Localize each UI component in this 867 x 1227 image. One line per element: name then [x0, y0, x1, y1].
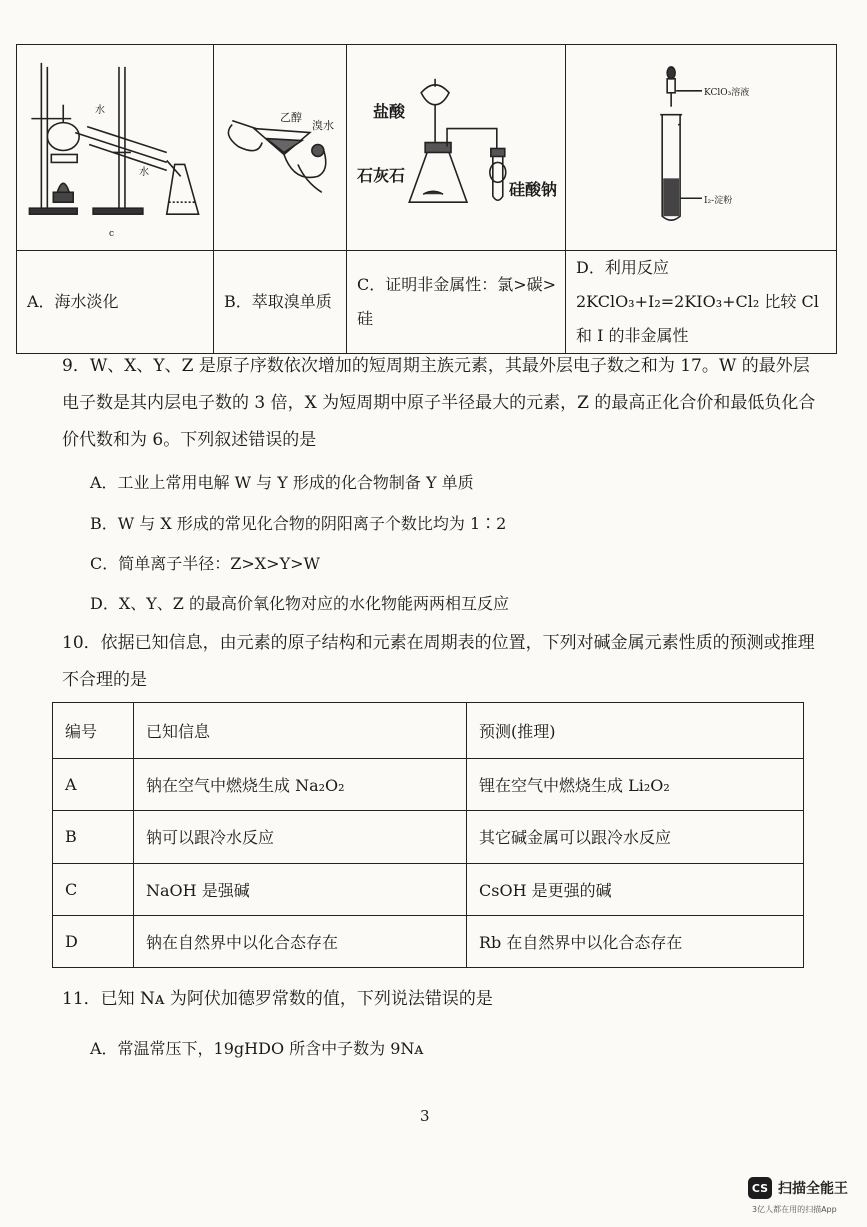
ethanol-label: 乙醇 — [280, 111, 302, 124]
row-a-known: 钠在空气中燃烧生成 Na₂O₂ — [134, 759, 467, 811]
row-a-prediction: 锂在空气中燃烧生成 Li₂O₂ — [467, 759, 804, 811]
apparatus-table — [16, 44, 837, 354]
watermark-name: 扫描全能王 — [778, 1181, 848, 1197]
header-prediction: 预测(推理) — [467, 703, 804, 759]
q9-option-b: B．W 与 X 形成的常见化合物的阴阳离子个数比均为 1∶2 — [90, 514, 507, 533]
apparatus-d-cell — [566, 45, 837, 251]
apparatus-c-cell — [347, 45, 566, 251]
dropper-diagram — [566, 45, 836, 250]
water-in-label: 水 — [95, 105, 105, 116]
watermark-subtitle: 3亿人都在用的扫描App — [752, 1205, 837, 1214]
bromine-water-label: 溴水 — [312, 119, 334, 132]
q10-table — [52, 702, 804, 968]
row-b-known: 钠可以跟冷水反应 — [134, 811, 467, 863]
table-header-row — [53, 703, 804, 759]
q9-stem: 9．W、X、Y、Z 是原子序数依次增加的短周期主族元素，其最外层电子数之和为 17。W 的最外层电子数是其内层电子数的 3 倍，X 为短周期中原子半径最大的元素，Z 的最高正化合价和最低负化合价代数和为 6。下列叙述错误的是 — [62, 356, 816, 450]
caption-a-cell — [17, 251, 214, 354]
row-c-prediction: CsOH 是更强的碱 — [467, 863, 804, 915]
row-c-known: NaOH 是强碱 — [134, 863, 467, 915]
caption-c-cell — [347, 251, 566, 354]
i2-starch-label: I₂-淀粉 — [704, 196, 733, 206]
table-row — [53, 915, 804, 967]
caption-a: A．海水淡化 — [27, 292, 119, 311]
row-d-prediction: Rb 在自然界中以化合态存在 — [467, 915, 804, 967]
q11-option-a: A．常温常压下，19gHDO 所含中子数为 9Nᴀ — [90, 1039, 424, 1058]
apparatus-b-cell — [214, 45, 347, 251]
row-d-known: 钠在自然界中以化合态存在 — [134, 915, 467, 967]
mark-c: c — [109, 229, 115, 239]
caption-b-cell — [214, 251, 347, 354]
water-out-label: 水 — [139, 167, 149, 178]
q9-option-c: C．简单离子半径：Z>X>Y>W — [90, 554, 320, 573]
distillation-diagram — [17, 45, 213, 250]
caption-d: D．利用反应 2KClO₃+I₂=2KIO₃+Cl₂ 比较 Cl 和 I 的非金属性 — [576, 258, 819, 345]
page-number: 3 — [420, 1107, 430, 1125]
caption-c: C．证明非金属性：氯>碳>硅 — [357, 275, 557, 328]
header-known: 已知信息 — [134, 703, 467, 759]
table-row — [53, 759, 804, 811]
caption-b: B．萃取溴单质 — [224, 292, 332, 311]
row-d-id: D — [53, 915, 134, 967]
q11-stem: 11．已知 Nᴀ 为阿伏加德罗常数的值，下列说法错误的是 — [62, 989, 493, 1009]
table-row — [53, 863, 804, 915]
row-c-id: C — [53, 863, 134, 915]
q9-option-d: D．X、Y、Z 的最高价氧化物对应的水化物能两两相互反应 — [90, 594, 509, 613]
header-number: 编号 — [53, 703, 134, 759]
extraction-diagram — [214, 45, 346, 250]
hcl-label: 盐酸 — [373, 102, 406, 121]
table-row — [53, 811, 804, 863]
scanner-watermark — [748, 1177, 848, 1199]
q9-option-a: A．工业上常用电解 W 与 Y 形成的化合物制备 Y 单质 — [90, 473, 474, 492]
caption-d-cell — [566, 251, 837, 354]
row-a-id: A — [53, 759, 134, 811]
kclo3-label: KClO₃溶液 — [704, 88, 750, 98]
cs-logo-icon: CS — [748, 1177, 772, 1199]
row-b-id: B — [53, 811, 134, 863]
acid-strength-diagram — [347, 45, 565, 250]
row-b-prediction: 其它碱金属可以跟冷水反应 — [467, 811, 804, 863]
silicate-label: 硅酸钠 — [509, 180, 558, 199]
q10-stem: 10．依据已知信息，由元素的原子结构和元素在周期表的位置，下列对碱金属元素性质的预测或推理不合理的是 — [62, 633, 815, 690]
limestone-label: 石灰石 — [357, 166, 406, 185]
apparatus-a-cell — [17, 45, 214, 251]
